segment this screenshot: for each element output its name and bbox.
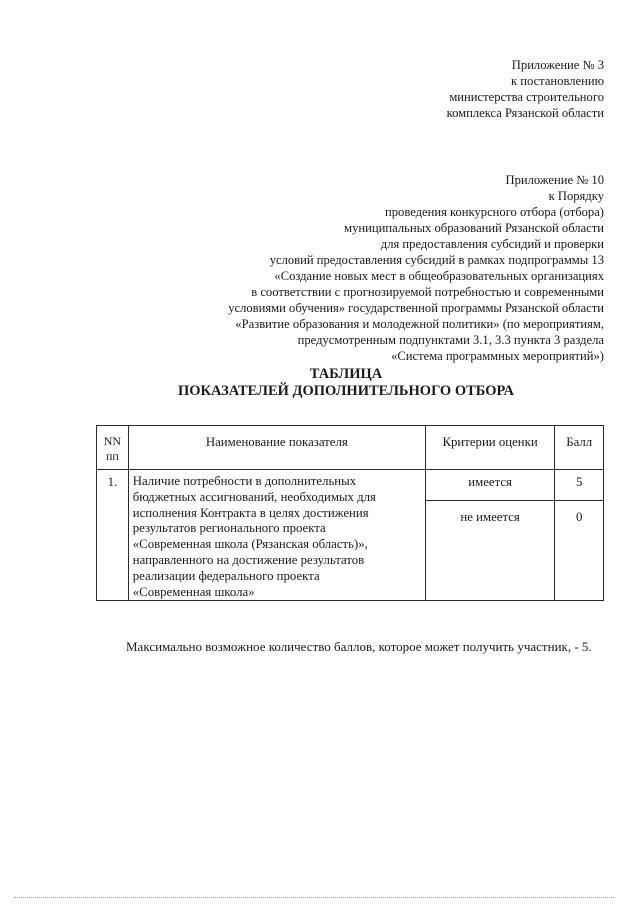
appendix-3-line: к постановлению (510, 74, 604, 88)
appendix-3-line: Приложение № 3 (511, 58, 604, 72)
appendix-10-header (228, 172, 604, 364)
header-num-line1: NN (103, 434, 122, 448)
indicator-name (128, 470, 425, 601)
table-row (97, 470, 604, 501)
table-header-row (97, 426, 604, 470)
appendix-10-line: Приложение № 10 (505, 173, 604, 187)
indicator-name-line: «Современная школа» (132, 584, 255, 599)
indicators-table (96, 425, 604, 601)
score-has-not: 0 (555, 501, 604, 601)
header-name: Наименование показателя (128, 426, 425, 470)
appendix-10-line: «Развитие образования и молодежной политики» (по мероприятиям, (235, 317, 604, 331)
appendix-10-line: условиями обучения» государственной программы Рязанской области (228, 301, 604, 315)
indicator-name-line: Наличие потребности в дополнительных (132, 474, 357, 488)
appendix-10-line: «Создание новых мест в общеобразовательных организациях (274, 269, 604, 283)
header-score: Балл (555, 426, 604, 470)
appendix-10-line: условий предоставления субсидий в рамках подпрограммы 13 (269, 253, 604, 267)
max-score-note: Максимально возможное количество баллов, которое может получить участник, - 5. (126, 639, 592, 654)
appendix-10-line: проведения конкурсного отбора (отбора) (384, 205, 604, 219)
appendix-10-line: в соответствии с прогнозируемой потребностью и современными (251, 285, 604, 299)
document-title: ТАБЛИЦА (309, 366, 383, 382)
header-num (97, 426, 129, 470)
footer-divider (14, 897, 614, 898)
appendix-10-line: к Порядку (548, 189, 604, 203)
indicator-name-line: исполнения Контракта в целях достижения (132, 505, 369, 520)
indicator-name-line: реализации федерального проекта (132, 568, 320, 583)
indicator-name-line: результатов регионального проекта (132, 521, 326, 536)
criteria-has-not: не имеется (425, 501, 555, 601)
indicator-name-line: «Современная школа (Рязанская область)», (132, 537, 368, 552)
indicator-name-line: бюджетных ассигнований, необходимых для (132, 489, 376, 504)
row-number: 1. (97, 470, 129, 601)
appendix-10-line: «Система программных мероприятий») (391, 349, 604, 363)
indicator-name-line: направленного на достижение результатов (132, 552, 365, 567)
appendix-10-line: муниципальных образований Рязанской области (344, 221, 604, 235)
document-subtitle: ПОКАЗАТЕЛЕЙ ДОПОЛНИТЕЛЬНОГО ОТБОРА (177, 383, 515, 399)
header-num-line2: пп (105, 449, 119, 463)
appendix-10-line: для предоставления субсидий и проверки (380, 237, 604, 251)
appendix-3-header (447, 57, 604, 121)
appendix-3-line: комплекса Рязанской области (446, 106, 604, 120)
score-has: 5 (555, 470, 604, 501)
criteria-has: имеется (425, 470, 555, 501)
appendix-10-line: предусмотренным подпунктами 3.1, 3.3 пункта 3 раздела (297, 333, 604, 347)
header-criteria: Критерии оценки (425, 426, 555, 470)
appendix-3-line: министерства строительного (449, 90, 604, 104)
